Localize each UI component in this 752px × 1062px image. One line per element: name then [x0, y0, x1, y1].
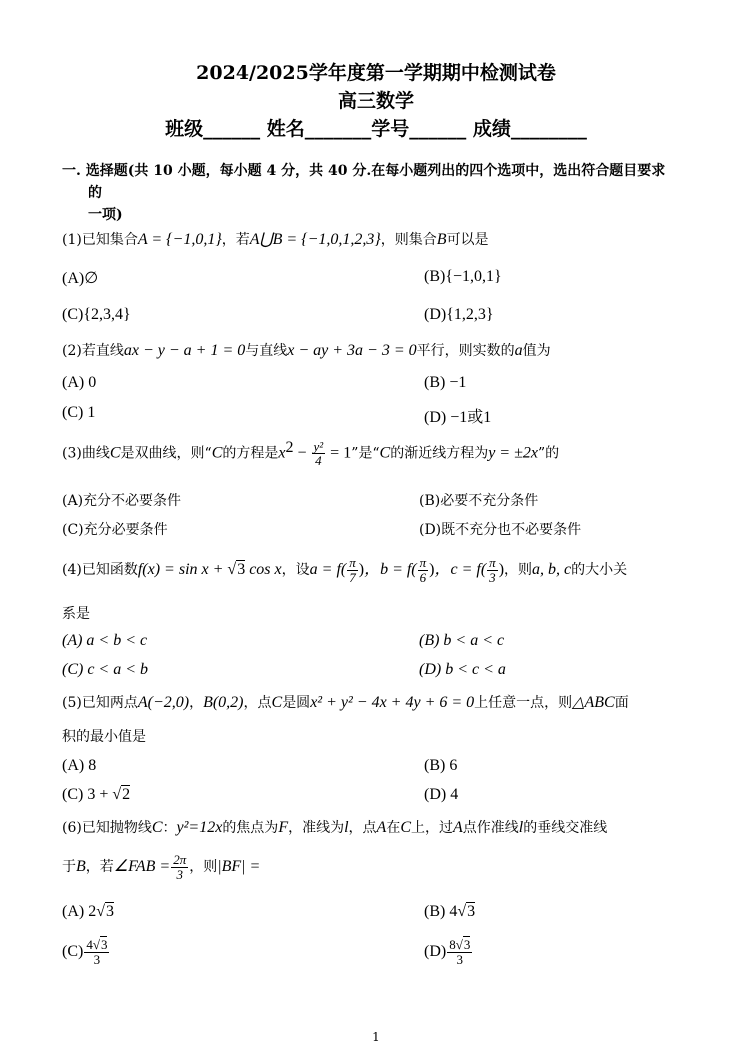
question-5-stem-line2: 积的最小值是 — [62, 729, 146, 745]
question-2-option-d: (D) −1或1 — [424, 409, 492, 426]
question-6-option-a: (A) 2√3 — [62, 903, 114, 920]
question-6-stem-line2: 于B，若∠FAB = $\frac{2\pi}{3}$ ，则|BF| = — [62, 852, 261, 882]
question-2-stem: (2)若直线ax − y − a + 1 = 0与直线x − ay + 3a − 3 = 0平行，则实数的a值为 — [62, 342, 551, 359]
question-5-option-c: (C) 3 + √2 — [62, 786, 131, 803]
question-3-option-d: (D)既不充分也不必要条件 — [419, 522, 582, 538]
exam-title: 2024/2025学年度第一学期期中检测试卷 — [196, 62, 556, 84]
question-1-option-c: (C){2,3,4} — [62, 306, 131, 323]
page-number: 1 — [372, 1030, 380, 1044]
question-5-option-a: (A) 8 — [62, 757, 97, 774]
question-6-option-d: (D) $\frac{8√3}{3}$ — [424, 937, 471, 967]
question-5-option-b: (B) 6 — [424, 757, 458, 774]
section-heading-line3: 一项) — [88, 207, 123, 223]
question-3-option-a: (A)充分不必要条件 — [62, 493, 182, 509]
question-3-option-b: (B)必要不充分条件 — [419, 493, 539, 509]
question-2-option-c: (C) 1 — [62, 404, 96, 421]
question-4-option-c: (C) c < a < b — [62, 661, 149, 678]
question-3-stem: (3)曲线C是双曲线，则“C的方程是$x^2$ − $\frac{\text{y²}}{4}$ = 1”是“C的渐近线方程为y = ±2x”的 — [62, 438, 560, 469]
exam-subject: 高三数学 — [337, 90, 414, 112]
question-1-option-d: (D){1,2,3} — [424, 306, 494, 323]
question-1-option-b: (B){−1,0,1} — [424, 268, 502, 285]
question-5-stem: (5)已知两点A(−2,0)，B(0,2)，点C是圆x² + y² − 4x + 4y + 6 = 0上任意一点，则△ABC面 — [62, 694, 629, 711]
question-4-option-b: (B) b < a < c — [419, 632, 505, 649]
question-6-option-c: (C) $\frac{4√3}{3}$ — [62, 937, 108, 967]
question-2-option-a: (A) 0 — [62, 374, 97, 391]
question-1-option-a: (A)∅ — [62, 270, 99, 287]
question-6-option-b: (B) 4√3 — [424, 903, 476, 920]
question-2-option-b: (B) −1 — [424, 374, 467, 391]
question-4-option-a: (A) a < b < c — [62, 632, 148, 649]
section-heading-line1: 一. 选择题(共 10 小题，每小题 4 分，共 40 分.在每小题列出的四个选项中，选出符合题目要求 — [62, 163, 666, 179]
question-4-stem: (4)已知函数f(x) = sin x + √3 cos x，设a = f( $\frac{\pi}{7}$ )，b = f( $\frac{\pi}{6}$ )，c = f( $\frac{\pi}{3}$ )，则a, b, c的大小关 — [62, 555, 628, 585]
section-heading-line2: 的 — [88, 185, 102, 201]
question-5-option-d: (D) 4 — [424, 786, 459, 803]
question-1-stem: (1)已知集合A = {−1,0,1}，若A⋃B = {−1,0,1,2,3}，则集合B可以是 — [62, 231, 489, 248]
question-3-option-c: (C)充分必要条件 — [62, 522, 168, 538]
student-info-fields: 班级______ 姓名_______学号______ 成绩________ — [165, 118, 587, 140]
question-4-option-d: (D) b < c < a — [419, 661, 506, 678]
question-6-stem: (6)已知抛物线C：y²=12x的焦点为F，准线为l，点A在C上，过A点作准线l的垂线交准线 — [62, 819, 608, 836]
question-4-stem-line2: 系是 — [62, 606, 90, 622]
